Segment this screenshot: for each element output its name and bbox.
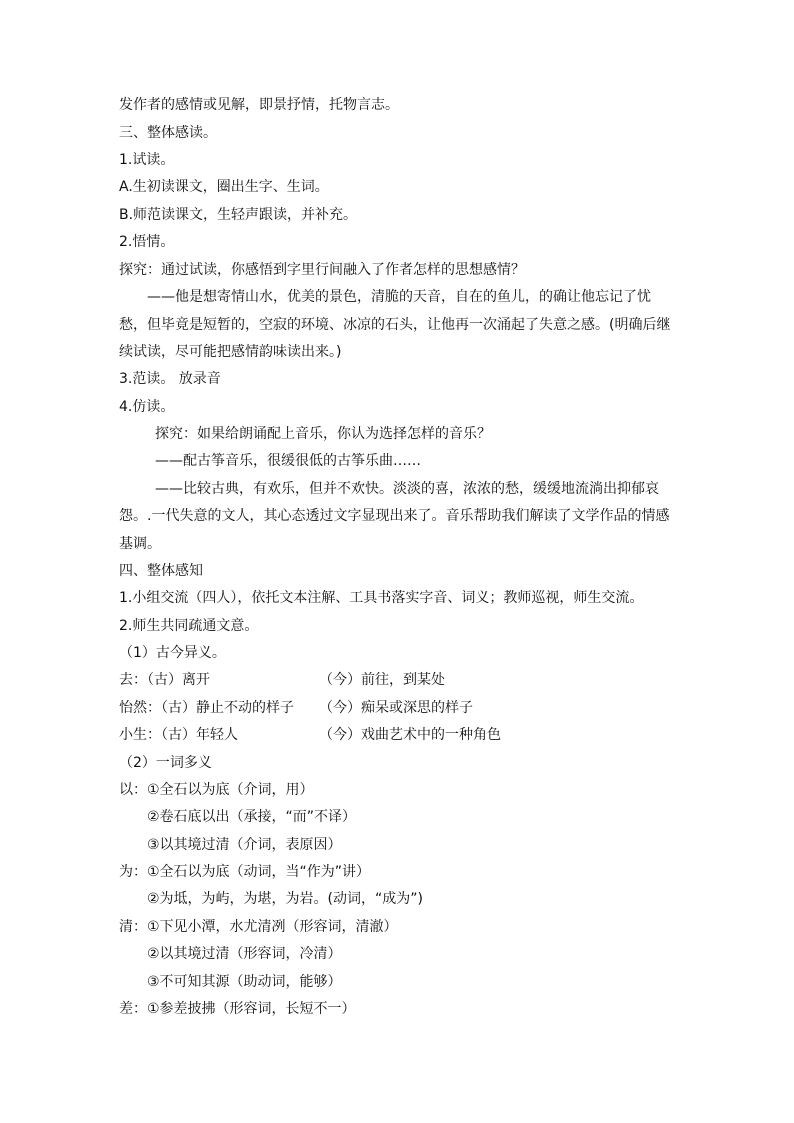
term-modern: （今）痴呆或深思的样子 <box>319 700 473 716</box>
section-heading: 三、整体感读。 <box>119 125 217 141</box>
text-line <box>119 726 698 744</box>
text-line: 3.范读。 放录音 <box>119 371 221 387</box>
term-modern: （今）戏曲艺术中的一种角色 <box>319 727 501 743</box>
section-heading: 四、整体感知 <box>119 563 203 579</box>
text-line: 清：①下见小潭，水尤清冽（形容词，清澈） <box>119 919 398 935</box>
text-line: 愁，但毕竟是短暂的，空寂的环境、冰凉的石头，让他再一次涌起了失意之感。(明确后继 <box>119 317 671 333</box>
term-ancient: 小生：（古）年轻人 <box>119 727 238 743</box>
text-line: （1）古今异义。 <box>119 645 226 661</box>
text-line: （2）一词多义 <box>119 755 212 771</box>
text-line: ②卷石底以出（承接，“而”不译） <box>147 809 357 825</box>
text-line: ——比较古典，有欢乐，但并不欢快。淡淡的喜，浓浓的愁，缓缓地流淌出抑郁哀 <box>155 481 659 497</box>
term-ancient: 去：（古）离开 <box>119 672 210 688</box>
text-line <box>119 699 698 717</box>
text-line: 2.悟情。 <box>119 234 175 250</box>
text-line: A.生初读课文，圈出生字、生词。 <box>119 179 329 195</box>
text-line: 差：①参差披拂（形容词，长短不一） <box>119 1001 356 1017</box>
text-line: 2.师生共同疏通文意。 <box>119 618 259 634</box>
text-line: B.师范读课文，生轻声跟读，并补充。 <box>119 207 358 223</box>
text-line: 为：①全石以为底（动词，当“作为”讲） <box>119 864 371 880</box>
text-line: ②以其境过清（形容词，冷清） <box>147 946 342 962</box>
text-line: ③不可知其源（助动词，能够） <box>147 974 342 990</box>
text-line: 探究：通过试读，你感悟到字里行间融入了作者怎样的思想感情？ <box>119 262 525 278</box>
text-line: ——配古筝音乐，很缓很低的古筝乐曲…… <box>155 453 421 469</box>
text-line: 发作者的感情或见解，即景抒情，托物言志。 <box>119 97 399 113</box>
text-line: ——他是想寄情山水，优美的景色，清脆的天音，自在的鱼儿，的确让他忘记了忧 <box>147 289 651 305</box>
text-line: 4.仿读。 <box>119 399 175 415</box>
text-line: 1.试读。 <box>119 152 175 168</box>
text-line <box>119 671 698 689</box>
text-line: ②为坻，为屿，为堪，为岩。(动词，“成为”) <box>147 891 423 907</box>
text-line: 探究：如果给朗诵配上音乐，你认为选择怎样的音乐？ <box>155 426 491 442</box>
text-line: 基调。 <box>119 536 161 552</box>
text-line: 怨。.一代失意的文人，其心态透过文字显现出来了。音乐帮助我们解读了文学作品的情感 <box>119 508 670 524</box>
text-line: 续试读，尽可能把感情韵味读出来。) <box>119 344 342 360</box>
term-modern: （今）前往，到某处 <box>319 672 445 688</box>
text-line: 以：①全石以为底（介词，用） <box>119 782 314 798</box>
text-line: ③以其境过清（介词，表原因） <box>147 837 342 853</box>
term-ancient: 怡然：（古）静止不动的样子 <box>119 700 294 716</box>
text-line: 1.小组交流（四人），依托文本注解、工具书落实字音、词义；教师巡视，师生交流。 <box>119 590 644 606</box>
